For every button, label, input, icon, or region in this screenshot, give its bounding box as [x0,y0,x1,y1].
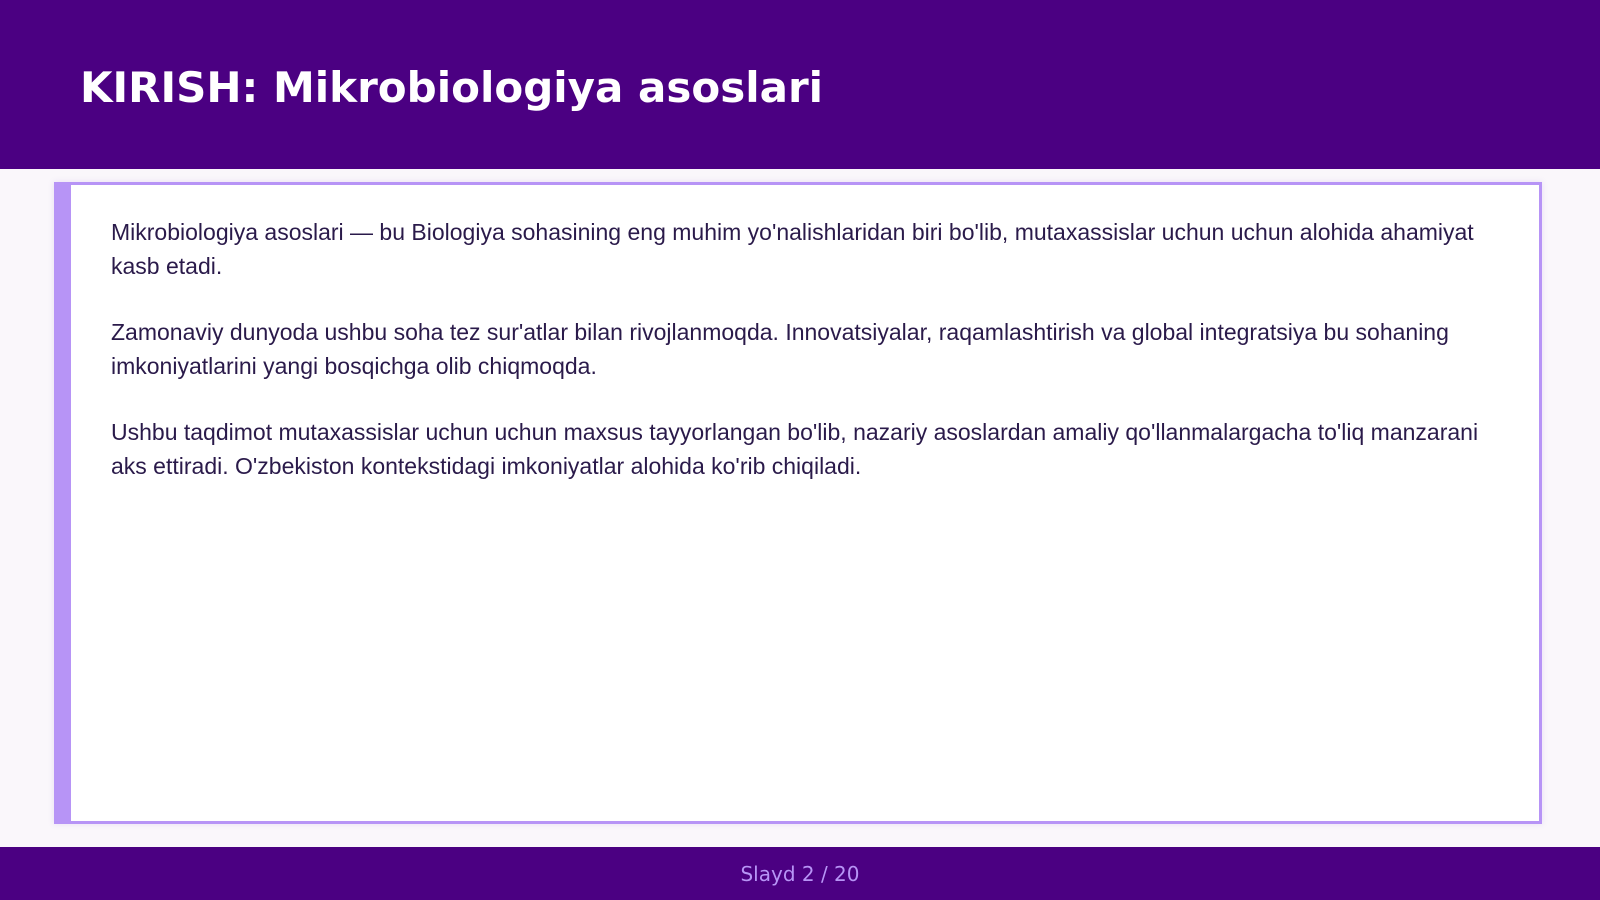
content-body [111,215,1506,515]
paragraph-presentation: Ushbu taqdimot mutaxassislar uchun uchun maxsus tayyorlangan bo'lib, nazariy asoslardan amaliy qo'llanmalargacha to'liq manzarani aks ettiradi. O'zbekiston kontekstidagi imkoniyatlar alohida ko'rib chiqiladi. [111,419,1479,479]
content-card [54,182,1542,824]
paragraph-intro: Mikrobiologiya asoslari — bu Biologiya sohasining eng muhim yo'nalishlaridan biri bo'lib, mutaxassislar uchun uchun alohida ahamiyat kasb etadi. [111,219,1474,279]
slide-title: KIRISH: Mikrobiologiya asoslari [80,63,824,112]
paragraph-modern: Zamonaviy dunyoda ushbu soha tez sur'atlar bilan rivojlanmoqda. Innovatsiyalar, raqamlashtirish va global integratsiya bu sohaning imkoniyatlarini yangi bosqichga olib chiqmoqda. [111,319,1449,379]
slide-header [0,0,1600,169]
slide-counter: Slayd 2 / 20 [740,861,860,886]
slide-footer [0,847,1600,900]
